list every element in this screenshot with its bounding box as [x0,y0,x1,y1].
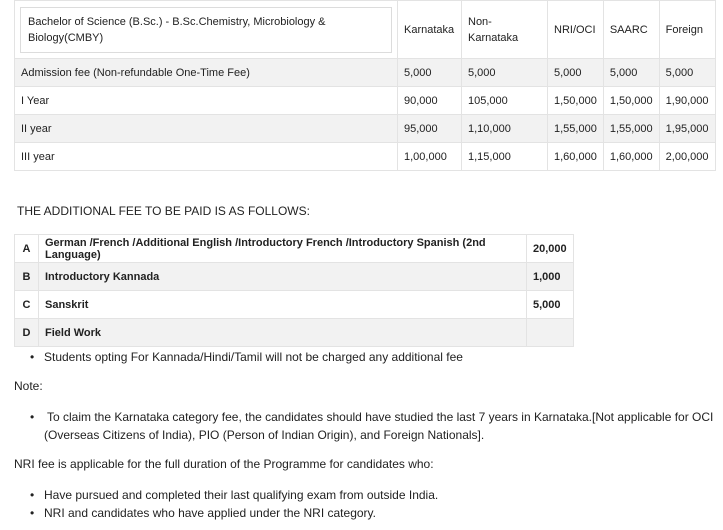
bullet-dot: • [30,506,35,520]
fee-cell: 1,60,000 [603,143,659,171]
row-label: I Year [15,87,398,115]
fee-cell: 1,00,000 [398,143,462,171]
column-header [462,1,548,59]
additional-amount: 5,000 [527,291,574,319]
list-item [30,348,463,366]
fee-table [14,0,716,171]
column-header: Foreign [659,1,715,59]
row-letter: D [15,319,39,347]
column-header-label: Non-Karnataka [468,15,519,44]
list-item-text: (Overseas Citizens of India), PIO (Person of Indian Origin), and Foreign Nationals]. [44,428,485,442]
column-header: NRI/OCI [548,1,604,59]
row-label: II year [15,115,398,143]
fee-cell: 5,000 [398,59,462,87]
additional-item: Field Work [39,319,527,347]
table-row [15,115,716,143]
additional-fee-table [14,234,574,347]
fee-cell: 5,000 [659,59,715,87]
additional-amount [527,319,574,347]
additional-item: German /French /Additional English /Introductory French /Introductory Spanish (2nd Language) [39,235,527,263]
fee-cell: 2,00,000 [659,143,715,171]
list-item-text: Have pursued and completed their last qualifying exam from outside India. [44,488,439,502]
programme-name: Bachelor of Science (B.Sc.) - B.Sc.Chemistry, Microbiology & Biology(CMBY) [20,7,392,53]
fee-cell: 1,95,000 [659,115,715,143]
bullet-dot: • [30,350,35,364]
fee-cell: 5,000 [462,59,548,87]
fee-table-header [15,1,716,59]
fee-cell: 1,55,000 [603,115,659,143]
fee-cell: 105,000 [462,87,548,115]
nri-paragraph: NRI fee is applicable for the full duration of the Programme for candidates who: [14,457,434,471]
row-letter: A [15,235,39,263]
fee-cell: 1,15,000 [462,143,548,171]
list-item-text: To claim the Karnataka category fee, the candidates should have studied the last 7 years in Karnataka.[Not applicable for OCI [47,410,714,424]
table-row [15,59,716,87]
fee-cell: 5,000 [603,59,659,87]
table-row [15,291,574,319]
row-label: Admission fee (Non-refundable One-Time Fee) [15,59,398,87]
fee-cell: 1,10,000 [462,115,548,143]
fee-cell: 1,50,000 [548,87,604,115]
fee-cell: 5,000 [548,59,604,87]
note-label: Note: [14,379,43,393]
additional-amount: 1,000 [527,263,574,291]
list-item-text: Students opting For Kannada/Hindi/Tamil will not be charged any additional fee [44,350,463,364]
table-row [15,87,716,115]
bullet-dot: • [30,410,35,424]
table-row [15,235,574,263]
table-row [15,319,574,347]
fee-cell: 1,55,000 [548,115,604,143]
fee-cell: 90,000 [398,87,462,115]
row-label: III year [15,143,398,171]
list-item [30,504,376,522]
fee-cell: 1,90,000 [659,87,715,115]
fee-cell: 1,50,000 [603,87,659,115]
column-header: SAARC [603,1,659,59]
additional-item: Introductory Kannada [39,263,527,291]
list-item [30,486,438,504]
row-letter: B [15,263,39,291]
row-letter: C [15,291,39,319]
table-row [15,143,716,171]
additional-amount: 20,000 [527,235,574,263]
fee-cell: 95,000 [398,115,462,143]
list-item-text: NRI and candidates who have applied under the NRI category. [44,506,376,520]
table-row [15,263,574,291]
list-item [30,408,715,444]
bullet-dot: • [30,488,35,502]
programme-cell [15,1,398,59]
column-header: Karnataka [398,1,462,59]
additional-item: Sanskrit [39,291,527,319]
fee-cell: 1,60,000 [548,143,604,171]
additional-fee-title: THE ADDITIONAL FEE TO BE PAID IS AS FOLLOWS: [17,204,310,218]
